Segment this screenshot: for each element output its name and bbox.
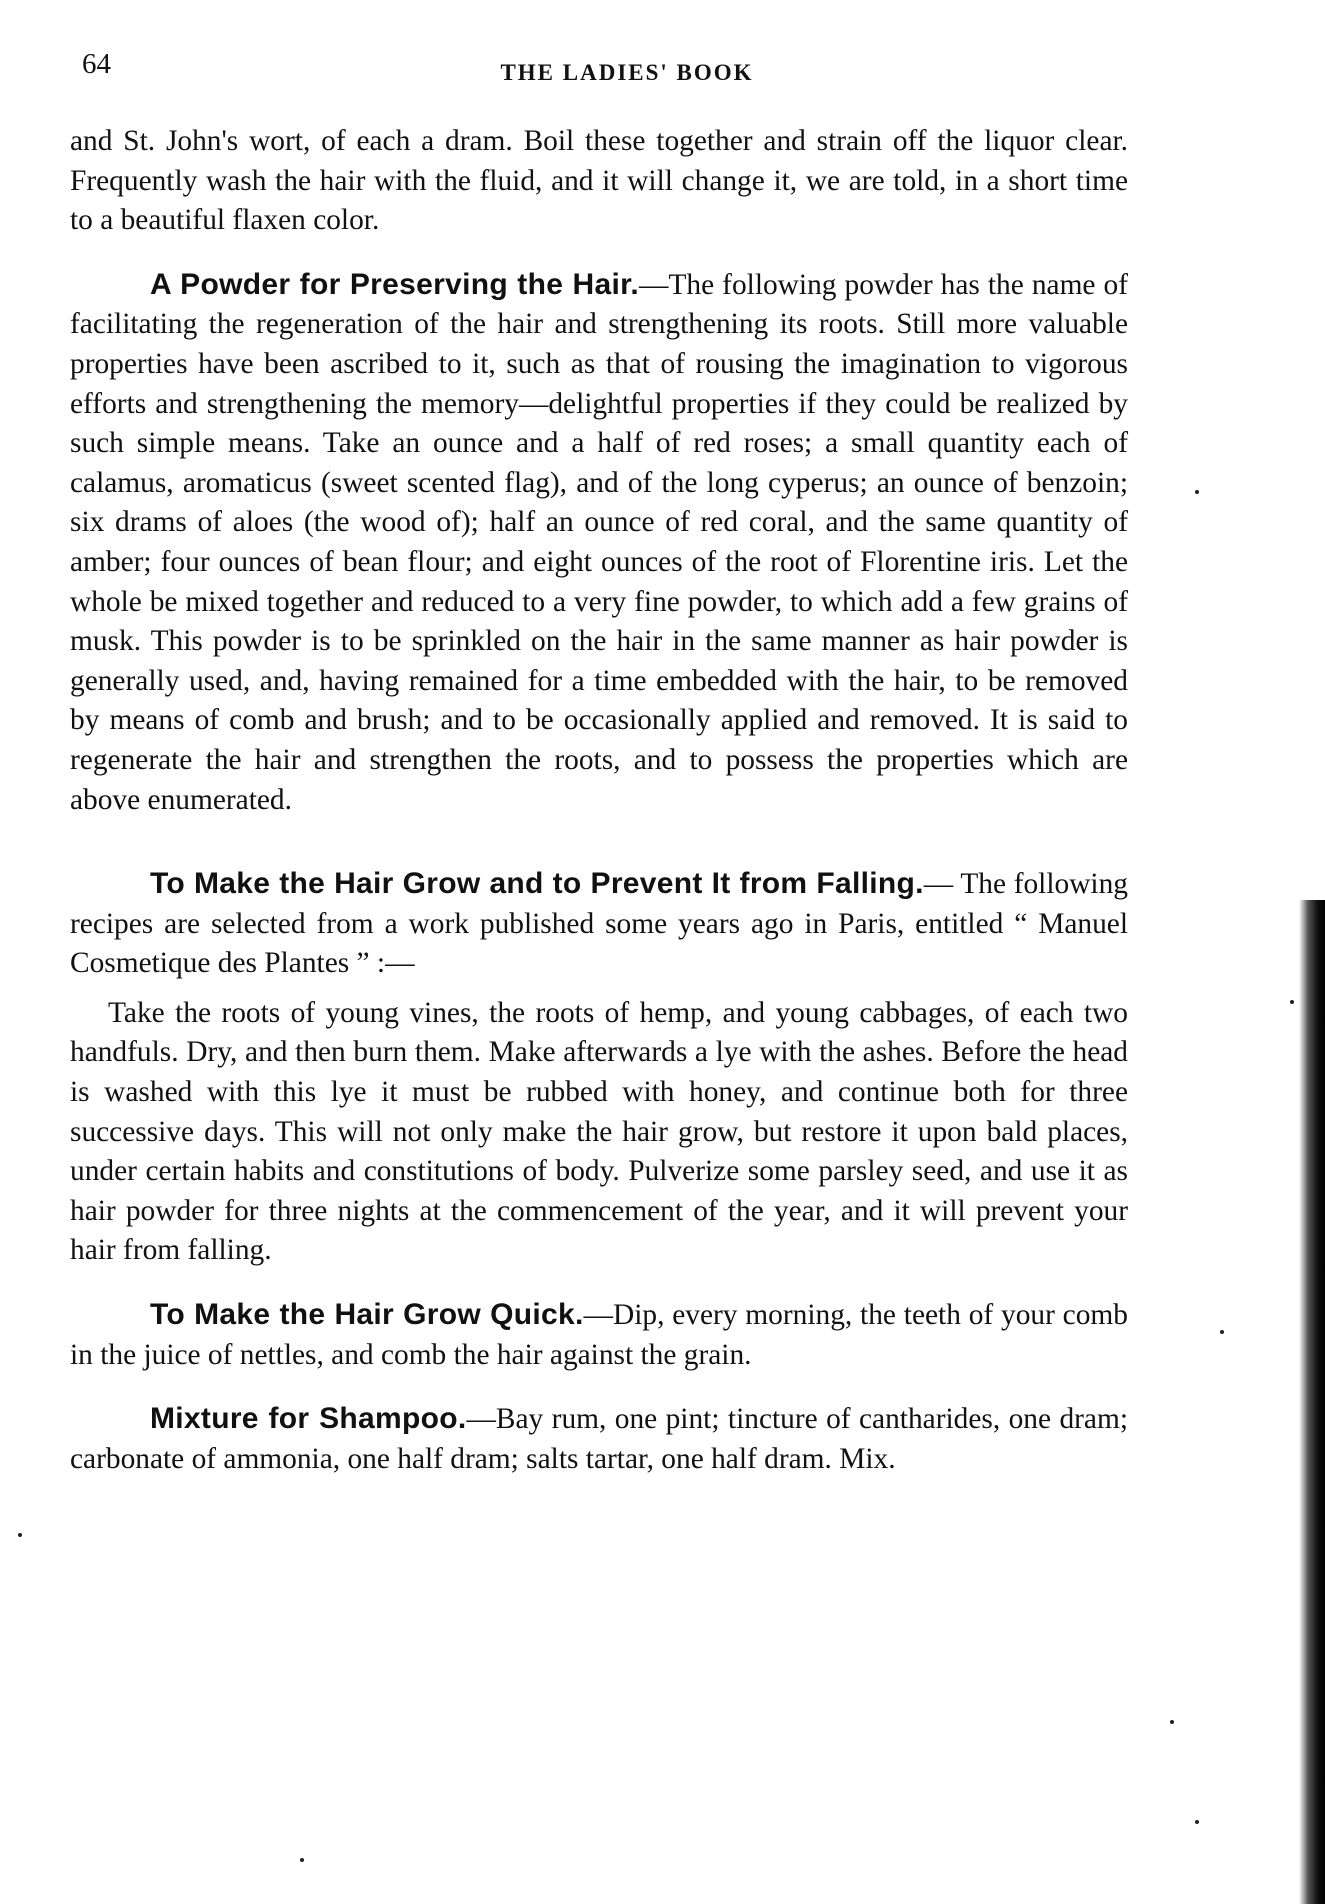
ink-speck (1195, 1820, 1199, 1824)
ink-speck (1195, 490, 1199, 494)
ink-speck (1170, 1720, 1174, 1724)
grow-entry (70, 864, 1128, 984)
page-body (70, 122, 1128, 1479)
shampoo-text: —Bay rum, one pint; tincture of cantharides, one dram; carbonate of ammonia, one half dram; salts tartar, one half dram. Mix. (70, 1403, 1128, 1475)
page-number: 64 (82, 48, 111, 80)
ink-speck (1220, 1330, 1224, 1334)
page-header (82, 48, 1172, 88)
shampoo-heading: Mixture for Shampoo. (150, 1402, 467, 1436)
ink-speck (18, 1533, 22, 1537)
grow-text: — The following recipes are selected from a work published some years ago in Paris, entitled “ Manuel Cosmetique des Plantes ” :— (70, 868, 1128, 980)
page-edge-shadow (1299, 900, 1325, 1904)
powder-heading: A Powder for Preserving the Hair. (150, 267, 640, 301)
shampoo-entry (70, 1399, 1128, 1479)
ink-speck (1290, 1000, 1294, 1004)
quick-text: —Dip, every morning, the teeth of your comb in the juice of nettles, and comb the hair against the grain. (70, 1299, 1128, 1371)
recipe-paragraph: Take the roots of young vines, the roots of hemp, and young cabbages, of each two handfuls. Dry, and then burn them. Make afterwards a lye with the ashes. Before the head is washed with this lye it must be rubbed with honey, and continue both for three successive days. This will not only make the hair grow, but restore it upon bald places, under certain habits and constitutions of body. Pulverize some parsley seed, and use it as hair powder for three nights at the commencement of the year, and it will prevent your hair from falling. (70, 996, 1128, 1267)
grow-heading: To Make the Hair Grow and to Prevent It from Falling. (150, 867, 924, 901)
quick-entry (70, 1295, 1128, 1375)
powder-text: —The following powder has the name of facilitating the regeneration of the hair and strengthening its roots. Still more valuable properties have been ascribed to it, such as that of rousing the imagination to vigorous efforts and strengthening the memory—delightful properties if they could be realized by such simple means. Take an ounce and a half of red roses; a small quantity each of calamus, aromaticus (sweet scented flag), and of the long cyperus; an ounce of benzoin; six drams of aloes (the wood of); half an ounce of red coral, and the same quantity of amber; four ounces of bean flour; and eight ounces of the root of Florentine iris. Let the whole be mixed together and reduced to a very fine powder, to which add a few grains of musk. This powder is to be sprinkled on the hair in the same manner as hair powder is generally used, and, having remained for a time embedded with the hair, to be removed by means of comb and brush; and to be occasionally applied and removed. It is said to regenerate the hair and strengthen the roots, and to possess the properties which are above enumerated. (70, 268, 1128, 816)
ink-speck (300, 1858, 304, 1862)
running-title: THE LADIES' BOOK (500, 60, 754, 85)
intro-paragraph: and St. John's wort, of each a dram. Boil these together and strain off the liquor clear. Frequently wash the hair with the fluid, and it will change it, we are told, in a short time to a beautiful flaxen color. (70, 125, 1128, 237)
quick-heading: To Make the Hair Grow Quick. (150, 1298, 584, 1332)
powder-entry (70, 265, 1128, 820)
